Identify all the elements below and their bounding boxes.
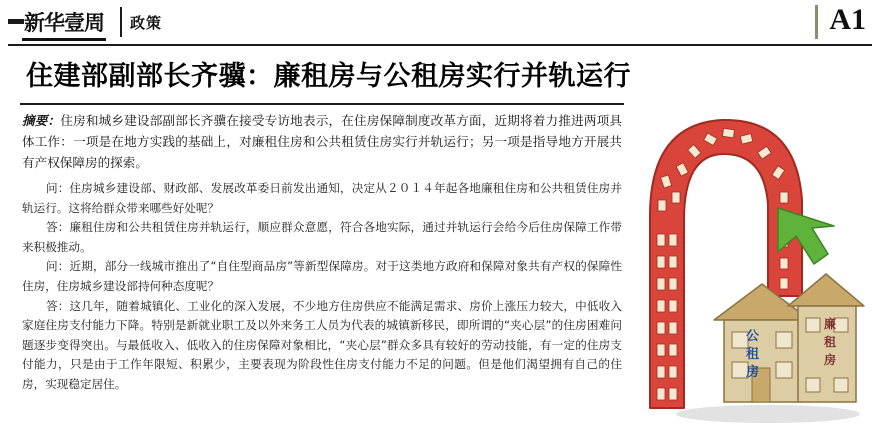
masthead-rule: [8, 44, 872, 46]
svg-text:房: 房: [824, 353, 837, 367]
article-paragraph: 答：廉租住房和公共租赁住房并轨运行，顺应群众意愿，符合各地实际，通过并轨运行会给今后住房保障工作带来积极推动。: [22, 220, 622, 254]
masthead: [0, 0, 880, 48]
article-illustration: [628, 96, 880, 436]
abstract-text: 住房和城乡建设部副部长齐骥在接受专访地表示，在住房保障制度改革方面，近期将着力推进两项具体工作：一项是在地方实践的基础上，对廉租住房和公共租赁住房实行并轨运行；另一项是指导地方开展共有产权保障房的探索。: [22, 113, 623, 170]
ground-shadow: [676, 405, 860, 423]
svg-text:租: 租: [746, 347, 760, 362]
page-title: 住建部副部长齐骥：廉租房与公租房实行并轨运行: [26, 61, 631, 92]
page-number: A1: [829, 3, 866, 36]
abstract-label: 摘要：: [22, 113, 61, 128]
masthead-divider: [120, 7, 122, 37]
article-body: [22, 110, 622, 395]
svg-text:房: 房: [746, 365, 760, 380]
article-paragraph: 答：这几年，随着城镇化、工业化的深入发展，不少地方住房供应不能满足需求、房价上涨压力较大，中低收入家庭住房支付能力下降。特别是新就业职工及以外来务工人员为代表的城镇新移民，即所谓的“夹心层”的住房困难问题逐步变得突出。与最低收入、低收入的住房保障对象相比，“夹心层”群众多具有较好的劳动技能，有一定的住房支付能力，只是由于工作年限短、积累少，主要表现为阶段性住房支付能力不足的问题。但是他们渴望拥有自己的住房，实现稳定居住。: [22, 298, 622, 391]
section-label: 政策: [130, 14, 163, 32]
article-abstract: [22, 110, 622, 173]
logo-text: 新华壹周: [22, 8, 106, 41]
house-label-gongzufang: 公: [746, 329, 760, 344]
article-paragraph: 问：住房城乡建设部、财政部、发展改革委日前发出通知，决定从２０１４年起各地廉租住房和公共租赁住房并轨运行。这将给群众带来哪些好处呢？: [22, 181, 622, 215]
svg-text:租: 租: [824, 335, 837, 349]
headline-rule: [20, 103, 624, 105]
page-number-bar: [815, 5, 818, 39]
article-paragraph: 问：近期，部分一线城市推出了“自住型商品房”等新型保障房。对于这类地方政府和保障对象共有产权的保障性住房，住房城乡建设部持何种态度呢？: [22, 259, 622, 293]
house-label-lianzufang: 廉: [824, 317, 837, 331]
publication-logo[interactable]: [8, 8, 116, 38]
